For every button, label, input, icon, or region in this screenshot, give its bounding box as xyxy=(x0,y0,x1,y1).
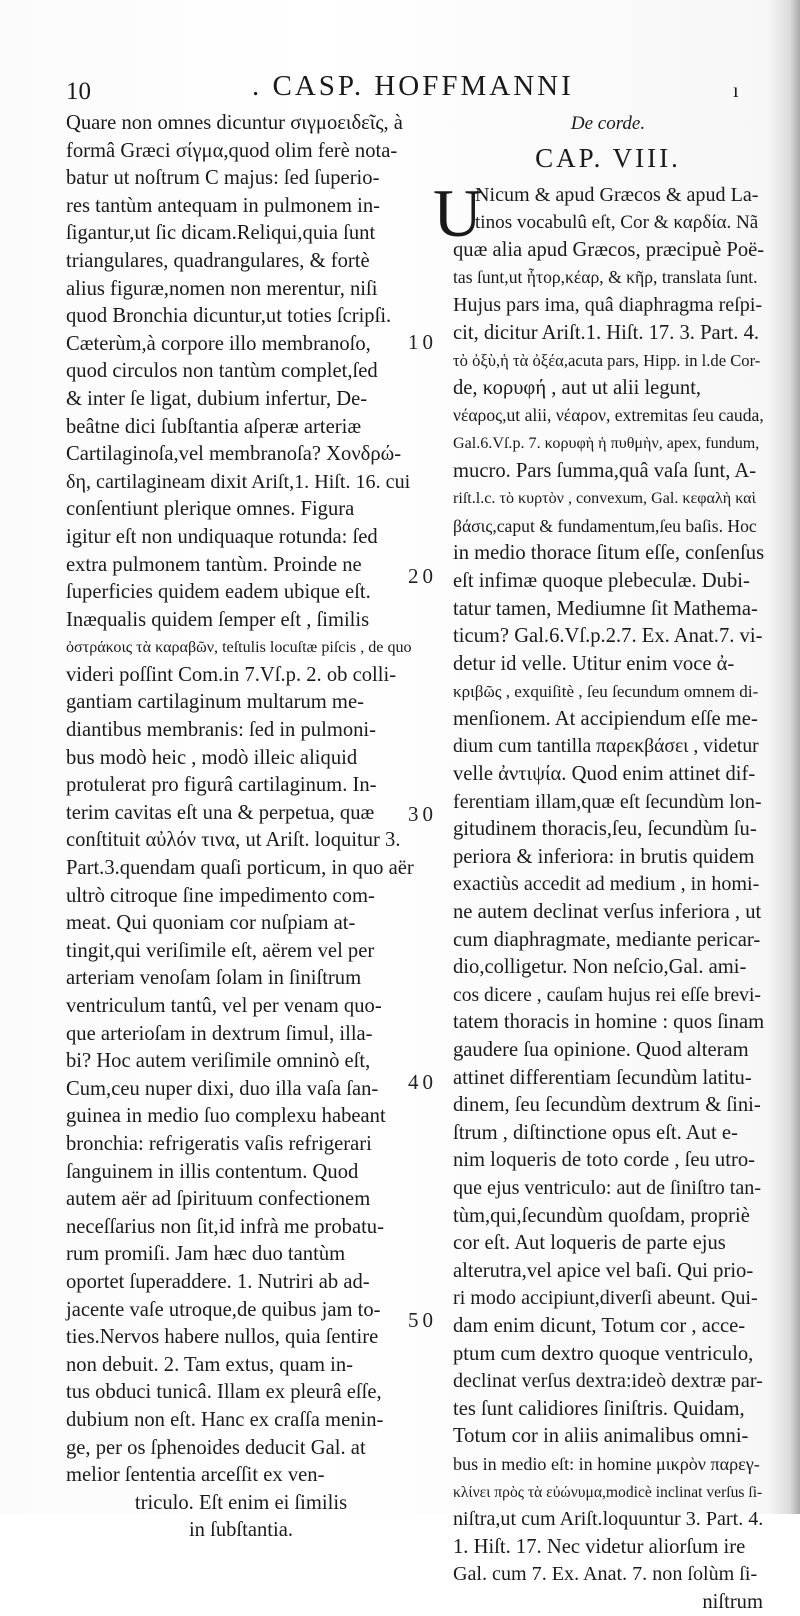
text-line: ptum cum dextro quoque ventriculo, xyxy=(453,1342,754,1365)
text-line: autem aër ad ſpirituum confectionem xyxy=(66,1188,371,1211)
right-text-column xyxy=(433,110,765,1616)
text-line: ferentiam illam,quæ eſt ſecundùm lon- xyxy=(453,790,762,813)
text-line: cos dicere , cauſam hujus rei eſſe brevi- xyxy=(453,984,761,1006)
text-line: dubium non eſt. Hanc ex craſſa menin- xyxy=(66,1408,384,1431)
text-line: ὀστράκοις τὰ καραβῶν, teſtulis locuſtæ piſcis , de quo xyxy=(66,639,412,657)
text-line: meat. Qui quoniam cor nuſpiam at- xyxy=(66,912,356,935)
text-line: bronchia: refrigeratis vaſis refrigerari xyxy=(66,1132,372,1155)
text-line: quod Bronchia dicuntur,ut toties ſcripſi. xyxy=(66,305,392,328)
text-line: cit, dicitur Ariſt.1. Hiſt. 17. 3. Part. 4. xyxy=(453,321,760,344)
text-line: attinet differentiam ſecundùm latitu- xyxy=(453,1066,752,1089)
line-number-marker: 50 xyxy=(408,1308,437,1332)
line-number-marker: 40 xyxy=(408,1070,437,1094)
line-number-marker: 20 xyxy=(408,564,437,588)
text-line: menſionem. At accipiendum eſſe me- xyxy=(453,707,758,730)
text-line: Hujus pars ima, quâ diaphragma reſpi- xyxy=(453,293,763,316)
line-number-marker: 10 xyxy=(408,330,437,354)
text-line: oportet ſuperaddere. 1. Nutriri ab ad- xyxy=(66,1270,370,1293)
text-line: κριβῶς , exquiſitè , ſeu ſecundum omnem di- xyxy=(453,682,759,702)
text-line: 1. Hiſt. 17. Nec videtur aliorſum ire xyxy=(453,1535,746,1558)
text-line: ſigantur,ut ſic dicam.Reliqui,quia ſunt xyxy=(66,222,376,245)
text-line: tes ſunt calidiores ſiniſtris. Quidam, xyxy=(453,1397,745,1420)
text-line: melior ſententia arceſſit ex ven- xyxy=(66,1464,325,1487)
text-line: ticum? Gal.6.Vſ.p.2.7. Ex. Anat.7. vi- xyxy=(453,625,763,648)
text-line: mucro. Pars ſumma,quâ vaſa ſunt, A- xyxy=(453,459,757,482)
text-line: dium cum tantilla παρεκβάσει , videtur xyxy=(453,736,759,758)
folio-mark: ı xyxy=(733,80,739,102)
text-line: Part.3.quendam quaſi porticum, in quo aër xyxy=(66,857,414,880)
text-line: protulerat pro figurâ cartilaginum. In- xyxy=(66,774,377,797)
text-line: terim cavitas eſt una & perpetua, quæ xyxy=(66,801,375,824)
text-line: βάσις,caput & fundamentum,ſeu baſis. Hoc xyxy=(453,515,757,536)
text-line: Nicum & apud Græcos & apud La- xyxy=(475,183,759,206)
text-line: gitudinem thoracis,ſeu, ſecundùm ſu- xyxy=(453,818,757,841)
text-line: tatem thoracis in homine : quos ſinam xyxy=(453,1011,765,1034)
text-line: que arterioſam in dextrum ſimul, illa- xyxy=(66,1022,373,1045)
text-line: dam enim dicunt, Totum cor , acce- xyxy=(453,1314,746,1337)
text-line: νέαρος,ut alii, νέαρον, extremitas ſeu cauda, xyxy=(453,405,764,426)
text-line: bus in medio eſt: in homine μικρὸν παρεγ- xyxy=(453,1453,760,1474)
text-line: exactiùs accedit ad medium , in homi- xyxy=(453,873,760,896)
chapter-title: CAP. VIII. xyxy=(535,142,681,173)
text-line: bi? Hoc autem veriſimile omninò eſt, xyxy=(66,1050,371,1073)
text-line: gantiam cartilaginum multarum me- xyxy=(66,691,364,714)
text-line: quod circulos non tantùm complet,ſed xyxy=(66,360,378,383)
text-line: dinem, ſeu ſecundùm dextrum & ſini- xyxy=(453,1094,761,1117)
left-text-column xyxy=(66,110,416,1545)
text-line: dio,colligetur. Non neſcio,Gal. ami- xyxy=(453,956,747,979)
text-line: videri poſſint Com.in 7.Vſ.p. 2. ob colli- xyxy=(66,663,397,686)
text-line: Totum cor in aliis animalibus omni- xyxy=(453,1425,749,1448)
text-line: eſt infimæ quoque plebeculæ. Dubi- xyxy=(453,569,750,592)
text-line: Cum,ceu nuper dixi, duo illa vaſa ſan- xyxy=(66,1077,379,1100)
text-line: in ſubſtantia. xyxy=(188,1519,294,1542)
text-line: batur ut noſtrum C majus: ſed ſuperio- xyxy=(66,167,380,190)
text-line: ri modo accipiunt,diverſi abeunt. Qui- xyxy=(453,1287,758,1310)
text-line: ventriculum tantû, vel per venam quo- xyxy=(66,995,382,1017)
text-line: jacente vaſe utroque,de quibus jam to- xyxy=(66,1298,381,1321)
text-line: nim loqueris de toto corde , ſeu utro- xyxy=(453,1149,755,1172)
text-line: extra pulmonem tantùm. Proinde ne xyxy=(66,553,362,576)
text-line: ſtrum , diſtinctione opus eſt. Aut e- xyxy=(453,1121,738,1144)
text-line: triculo. Eſt enim ei ſimilis xyxy=(134,1491,348,1514)
text-line: cum diaphragmate, mediante pericar- xyxy=(453,928,761,951)
text-line: que ejus ventriculo: aut de ſiniſtro tan- xyxy=(453,1176,762,1199)
section-title: De corde. xyxy=(570,113,646,134)
text-line: κλίνει πρὸς τὰ εὐώνυμα,modicè inclinat verſus ſi- xyxy=(453,1483,763,1501)
text-line: igitur eſt non undiquaque rotunda: ſed xyxy=(66,525,378,548)
page-number: 10 xyxy=(66,78,91,105)
text-line: ſanguinem in illis contentum. Quod xyxy=(66,1160,359,1183)
text-line: ultrò citroque ſine impedimento com- xyxy=(66,884,375,907)
text-line: detur id velle. Utitur enim voce ἀ- xyxy=(453,652,735,675)
text-line: Gal. cum 7. Ex. Anat. 7. non ſolùm ſi- xyxy=(453,1563,758,1586)
text-line: guinea in medio ſuo complexu habeant xyxy=(66,1105,386,1128)
text-line: ſuperficies quidem eadem ubique eſt. xyxy=(66,581,371,604)
text-line: triangulares, quadrangulares, & fortè xyxy=(66,249,370,272)
text-line: neceſſarius non ſit,id infrà me probatu- xyxy=(66,1215,384,1238)
drop-cap-initial: U xyxy=(433,175,483,251)
text-line: ties.Nervos habere nullos, quia ſentire xyxy=(66,1326,379,1349)
text-line: bus modò heic , modò illeic aliquid xyxy=(66,746,358,769)
text-line: rum promiſi. Jam hæc duo tantùm xyxy=(66,1243,346,1266)
text-line: τὸ ὀξὺ,ἡ τὰ ὀξέα,acuta pars, Hipp. in l.de Cor- xyxy=(453,351,761,371)
text-line: & inter ſe ligat, dubium infertur, De- xyxy=(66,387,368,410)
text-line: velle ἀντιψία. Quod enim attinet dif- xyxy=(453,763,756,786)
text-line: diantibus membranis: ſed in pulmoni- xyxy=(66,719,377,742)
line-number-marker: 30 xyxy=(408,802,437,826)
text-line: arteriam venoſam ſolam in ſiniſtrum xyxy=(66,967,362,990)
text-line: periora & inferiora: in brutis quidem xyxy=(453,845,755,868)
running-head-title: . CASP. HOFFMANNI xyxy=(252,70,574,102)
text-line: cor eſt. Aut loqueris de parte ejus xyxy=(453,1232,726,1255)
text-line: tinos vocabulû eſt, Cor & καρδία. Nã xyxy=(475,212,759,234)
text-line: non debuit. 2. Tam extus, quam in- xyxy=(66,1353,354,1376)
page-edge-shadow xyxy=(790,0,800,1514)
text-line: tingit,qui veriſimile eſt, aërem vel per xyxy=(66,939,375,962)
text-line: quæ alia apud Græcos, præcipuè Poë- xyxy=(453,238,765,261)
text-line: niſtra,ut cum Ariſt.loquuntur 3. Part. 4. xyxy=(453,1508,764,1531)
text-line: ge, per os ſphenoides deducit Gal. at xyxy=(66,1436,366,1459)
text-line: ne autem declinat verſus inferiora , ut xyxy=(453,901,762,924)
text-line: res tantùm antequam in pulmonem in- xyxy=(66,194,380,217)
text-line: conſentiunt plerique omnes. Figura xyxy=(66,498,355,521)
text-line: conſtituit αὐλόν τινα, ut Ariſt. loquitur 3. xyxy=(66,829,401,852)
text-line: formâ Græci σίγμα,quod olim ferè nota- xyxy=(66,139,398,162)
text-line: declinat verſus dextra:ideò dextræ par- xyxy=(453,1370,763,1393)
text-line: beâtne dici ſubſtantia aſperæ arteriæ xyxy=(66,415,362,438)
text-line: in medio thorace ſitum eſſe, conſenſus xyxy=(453,542,765,565)
text-line: riſt.l.c. τὸ κυρτὸν , convexum, Gal. κεφαλὴ καὶ xyxy=(453,490,756,508)
text-line: Cæterùm,à corpore illo membranoſo, xyxy=(66,332,371,355)
text-line: Cartilaginoſa,vel membranoſa? Χονδρώ- xyxy=(66,443,402,466)
text-line: alius figuræ,nomen non merentur, niſi xyxy=(66,277,378,300)
text-line: Gal.6.Vſ.p. 7. κορυφὴ ἡ πυθμὴν, apex, fundum, xyxy=(453,434,760,452)
text-line: tus obduci tunicâ. Illam ex pleurâ eſſe, xyxy=(66,1381,382,1404)
text-line: gaudere ſua opinione. Quod alteram xyxy=(453,1039,749,1061)
text-line: alterutra,vel apice vel baſi. Qui prio- xyxy=(453,1259,754,1282)
text-line: tùm,qui,ſecundùm quoſdam, propriè xyxy=(453,1204,750,1227)
text-line: niſtrum xyxy=(702,1590,763,1613)
text-line: Inæqualis quidem ſemper eſt , ſimilis xyxy=(66,608,370,631)
text-line: de, κορυφή , aut ut alii legunt, xyxy=(453,376,702,399)
text-line: tatur tamen, Mediumne ſit Mathema- xyxy=(453,597,758,620)
text-line: Quare non omnes dicuntur σιγμοειδεῖς, à xyxy=(66,112,403,134)
text-line: tas ſunt,ut ἦτορ,κέαρ, & κῆρ, translata ſunt. xyxy=(453,267,758,288)
text-line: δη, cartilagineam dixit Ariſt,1. Hiſt. 16. cui xyxy=(66,470,411,493)
